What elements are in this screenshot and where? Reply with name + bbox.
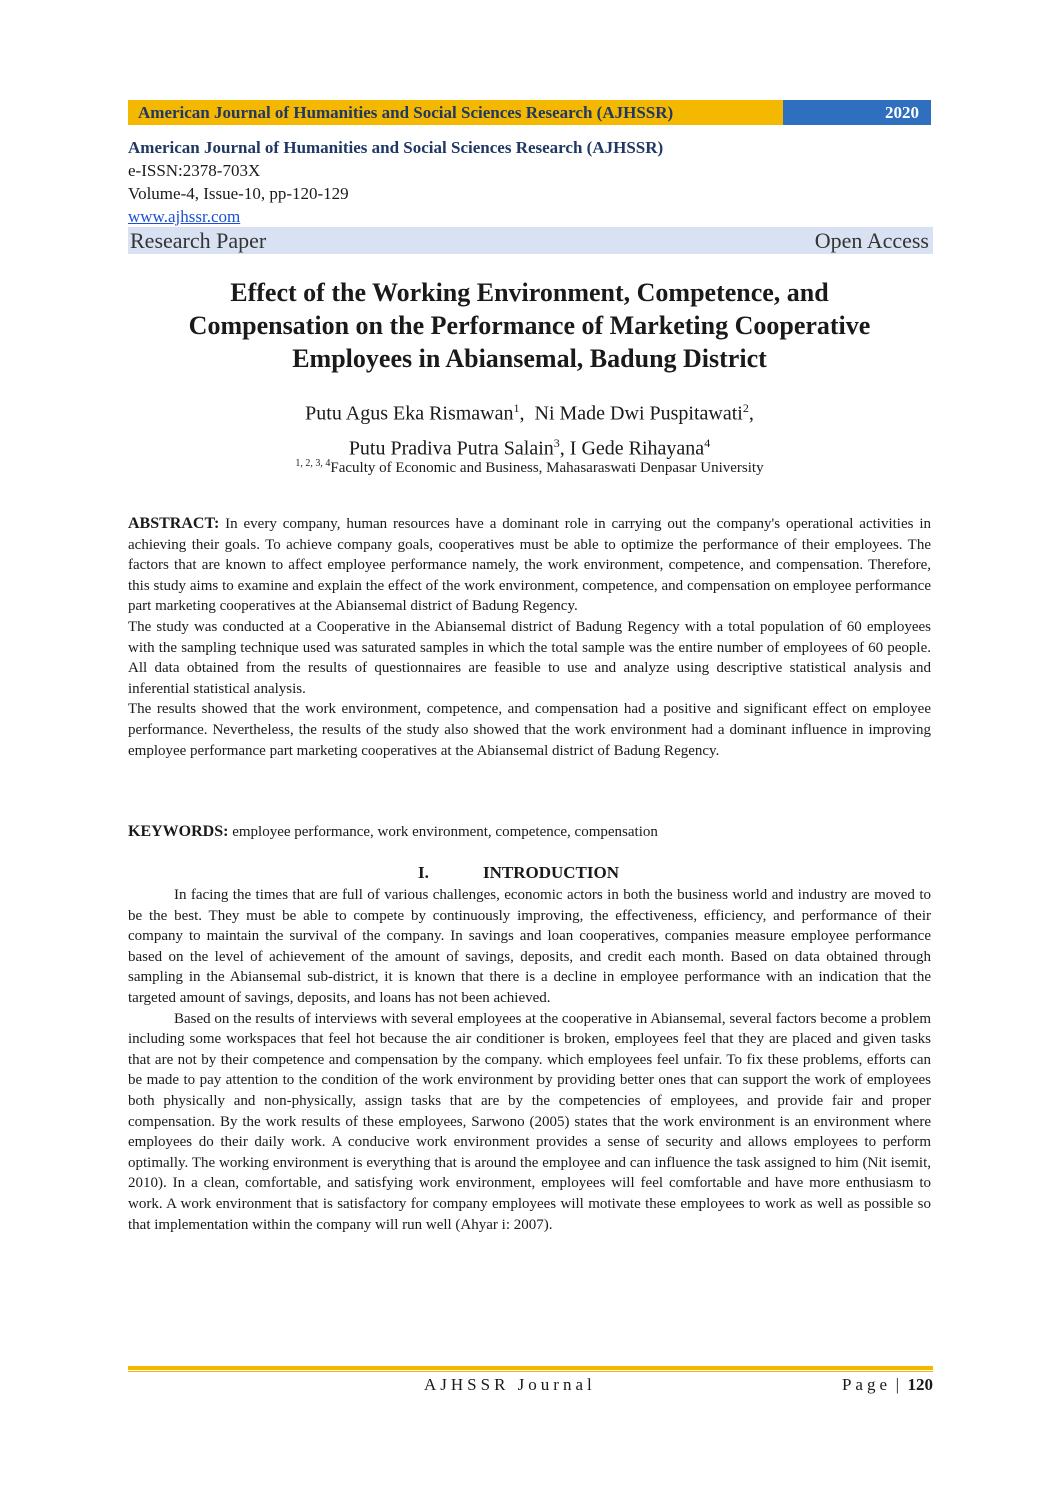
running-header-journal: American Journal of Humanities and Social Sciences Research (AJHSSR) bbox=[128, 100, 783, 125]
introduction-body bbox=[128, 885, 931, 1235]
volume-issue: Volume-4, Issue-10, pp-120-129 bbox=[128, 184, 349, 203]
title-line: Compensation on the Performance of Marketing Cooperative bbox=[188, 311, 871, 340]
author-line: Putu Agus Eka Rismawan$^1$, Ni Made Dwi Puspitawati$^2$, bbox=[305, 401, 754, 425]
abstract-label: ABSTRACT: bbox=[128, 515, 220, 532]
running-header-year: 2020 bbox=[783, 100, 931, 125]
author-name: Ni Made Dwi Puspitawati bbox=[534, 402, 743, 425]
body-paragraph: Based on the results of interviews with several employees at the cooperative in Abiansemal, several factors become a problem including some workspaces that feel hot because the air conditioner is broken, employees feel that they are placed and given tasks that are not by their competence and compensation by the company. which employees feel unfair. To fix these problems, efforts can be made to pay attention to the condition of the work environment by providing better ones that can support the work of employees both physically and non-physically, assign tasks that are by the competencies of employees, and provide fair and proper compensation. By the work results of these employees, Sarwono (2005) states that the work environment is an environment where employees do their daily work. A conducive work environment provides a sense of security and allows employees to perform optimally. The working environment is everything that is around the employee and can influence the task assigned to him (Nit isemit, 2010). In a clean, comfortable, and satisfying work environment, employees will feel comfortable and have more enthusiasm to work. A work environment that is satisfactory for company employees will motivate these employees to work as well as possible so that implementation within the company will run well (Ahyar i: 2007). bbox=[128, 1010, 931, 1233]
footer-separator: | bbox=[895, 1375, 899, 1394]
keywords-text: employee performance, work environment, competence, compensation bbox=[228, 824, 658, 840]
journal-url-link[interactable]: www.ajhssr.com bbox=[128, 207, 241, 226]
abstract-paragraph: The results showed that the work environment, competence, and compensation had a positive and significant effect on employee performance. Nevertheless, the results of the study also showed that the work environment had a dominant influence in improving employee performance part marketing cooperatives at the Abiansemal district of Badung Regency. bbox=[128, 701, 931, 759]
issn-value: 2378-703X bbox=[182, 161, 261, 180]
access-type: Open Access bbox=[814, 227, 929, 253]
author-affiliation-mark: 2 bbox=[742, 401, 749, 415]
abstract-paragraph bbox=[128, 514, 931, 617]
author-affiliation-mark: 3 bbox=[553, 435, 560, 450]
issn-label: e-ISSN: bbox=[128, 161, 183, 180]
affiliation bbox=[128, 454, 931, 478]
affiliation-marks: 1, 2, 3, 4 bbox=[295, 458, 331, 469]
issn-line bbox=[128, 159, 933, 182]
section-title: INTRODUCTION bbox=[483, 863, 620, 882]
author-affiliation-mark: 1 bbox=[513, 401, 520, 415]
author-name: I Gede Rihayana bbox=[569, 437, 705, 460]
journal-info bbox=[128, 136, 933, 228]
journal-name: American Journal of Humanities and Social Sciences Research (AJHSSR) bbox=[128, 138, 664, 157]
paper-title bbox=[128, 276, 931, 375]
author-name: Putu Agus Eka Rismawan bbox=[305, 402, 514, 425]
author-affiliation-mark: 4 bbox=[704, 435, 711, 450]
footer-page-number: 120 bbox=[907, 1375, 933, 1394]
footer-journal: AJHSSR Journal bbox=[424, 1375, 596, 1394]
author-list bbox=[128, 394, 931, 463]
abstract-text: In every company, human resources have a dominant role in carrying out the company's operational activities in achieving their goals. To achieve company goals, cooperatives must be able to optimize the performance of their employees. The factors that are known to affect employee performance namely, the work environment, competence, and compensation. Therefore, this study aims to examine and explain the effect of the work environment, competence, and compensation on employee performance part marketing cooperatives at the Abiansemal district of Badung Regency. bbox=[128, 516, 931, 615]
section-number: I. bbox=[418, 863, 429, 882]
keywords-label: KEYWORDS: bbox=[128, 823, 229, 840]
footer-rule-thin bbox=[128, 1371, 933, 1372]
paper-type-bar bbox=[128, 227, 933, 254]
running-header bbox=[128, 100, 931, 125]
affiliation-text: Faculty of Economic and Business, Mahasaraswati Denpasar University bbox=[330, 460, 764, 476]
body-paragraph: In facing the times that are full of various challenges, economic actors in both the business world and industry are moved to be the best. They must be able to compete by continuously improving, the effectiveness, efficiency, and performance of their company to maintain the survival of the company. In savings and loan cooperatives, companies measure employee performance based on the level of achievement of the amount of savings, deposits, and credit each month. Based on data obtained through sampling in the Abiansemal sub-district, it is known that there is a decline in employee performance with an indication that the targeted amount of savings, deposits, and loans has not been achieved. bbox=[128, 887, 931, 1006]
abstract bbox=[128, 514, 931, 761]
abstract-paragraph: The study was conducted at a Cooperative in the Abiansemal district of Badung Regency with a total population of 60 employees with the sampling technique used was saturated samples in which the total sample was the entire number of employees of 60 people. All data obtained from the results of questionnaires are feasible to use and analyze using descriptive statistical analysis and inferential statistical analysis. bbox=[128, 618, 931, 697]
keywords bbox=[128, 822, 931, 842]
title-line: Effect of the Working Environment, Competence, and bbox=[230, 278, 829, 307]
paper-type: Research Paper bbox=[130, 227, 267, 253]
author-name: Putu Pradiva Putra Salain bbox=[348, 437, 554, 460]
title-line: Employees in Abiansemal, Badung District bbox=[292, 344, 767, 373]
footer-rule bbox=[128, 1366, 933, 1370]
page-footer bbox=[128, 1373, 933, 1397]
footer-page-label: Page bbox=[841, 1375, 891, 1394]
author-line: Putu Pradiva Putra Salain$^3$, I Gede Rihayana$^4$ bbox=[348, 435, 711, 460]
